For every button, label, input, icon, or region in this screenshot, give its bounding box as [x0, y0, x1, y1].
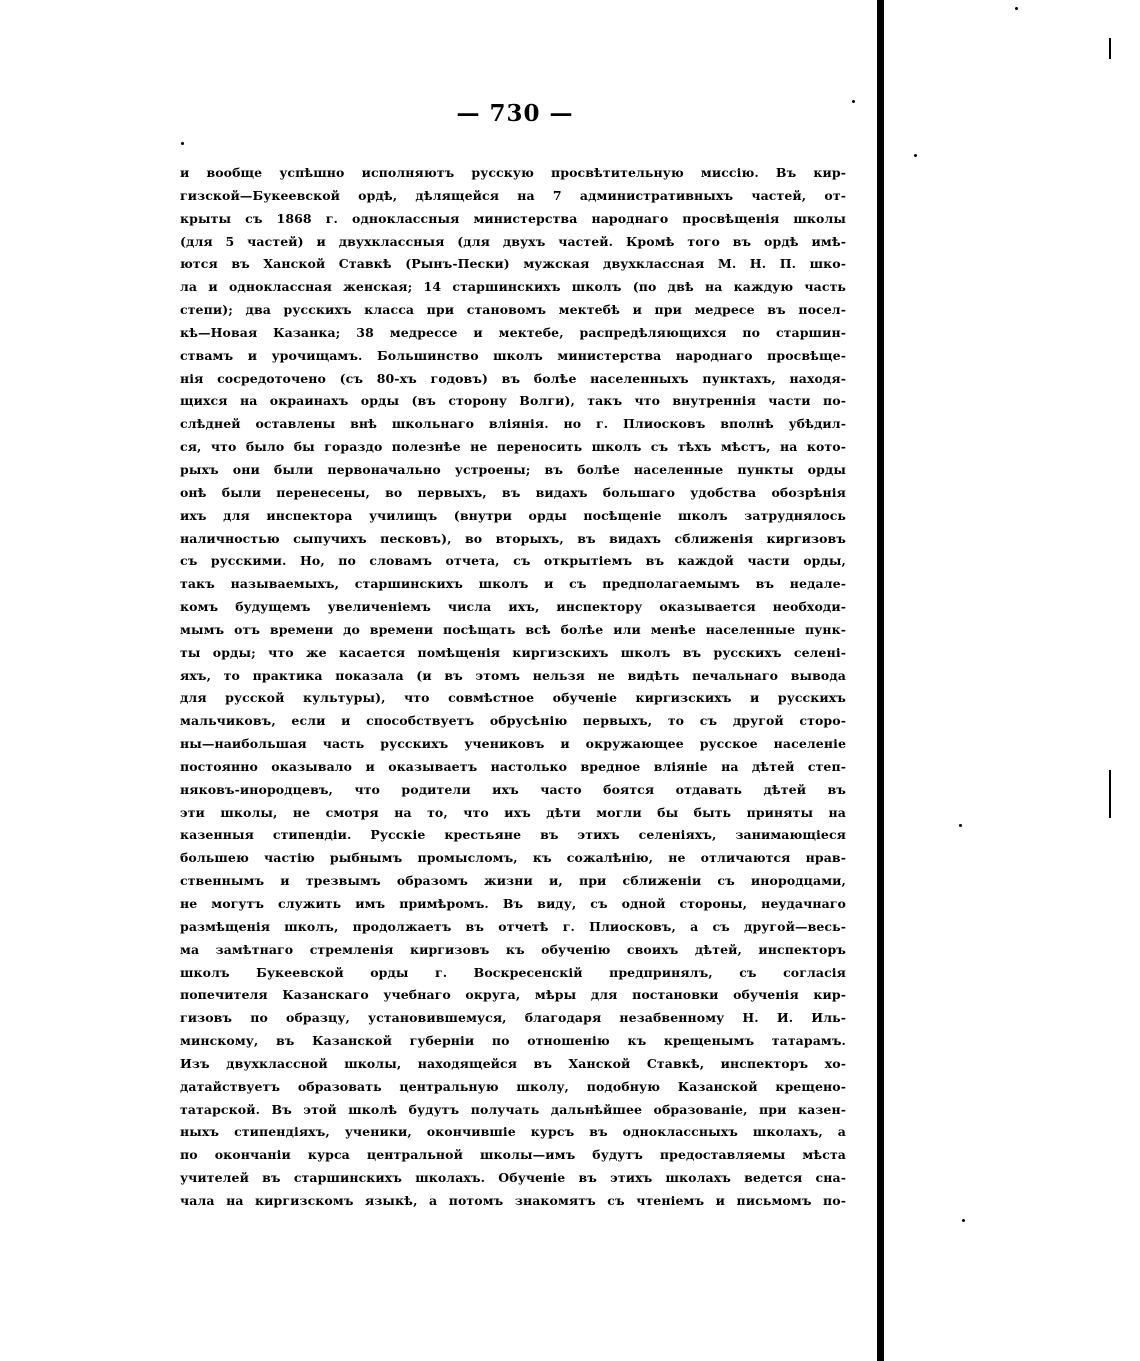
- text-line: размѣщенія школъ, продолжаетъ въ отчетѣ г. Плиосковъ, а съ другой—весь-: [180, 918, 846, 934]
- text-line: школъ Букеевской орды г. Воскресенскій предпринялъ, съ согласія: [180, 964, 846, 980]
- scan-speck: [1015, 7, 1018, 10]
- text-line: и вообще успѣшно исполняютъ русскую просвѣтительную миссію. Въ кир-: [180, 165, 846, 180]
- text-line: казенныя стипендіи. Русскіе крестьяне въ этихъ селеніяхъ, занимающіеся: [180, 827, 846, 843]
- text-line: рыхъ они были первоначально устроены; въ болѣе населенные пункты орды: [180, 461, 846, 477]
- scan-speck: [852, 100, 855, 103]
- text-line: комъ будущемъ увеличеніемъ числа ихъ, инспектору оказывается необходи-: [180, 599, 846, 615]
- text-line: крыты съ 1868 г. одноклассныя министерства народнаго просвѣщенія школы: [180, 210, 846, 226]
- text-line: ются въ Ханской Ставкѣ (Рынъ-Пески) мужская двухклассная М. Н. П. шко-: [180, 256, 846, 272]
- text-line: не могутъ служить имъ примѣромъ. Въ виду, съ одной стороны, неудачнаго: [180, 896, 846, 911]
- binding-rule: [877, 0, 884, 1361]
- scan-speck: [962, 1219, 965, 1222]
- text-line: ственнымъ и трезвымъ образомъ жизни и, при сближеніи съ инородцами,: [180, 873, 846, 889]
- text-line: степи); два русскихъ класса при становомъ мектебѣ и при медресе въ посел-: [180, 302, 846, 318]
- text-line: ся, что было бы гораздо полезнѣе не переносить школъ съ тѣхъ мѣстъ, на кото-: [180, 439, 846, 455]
- body-text: [180, 162, 846, 1213]
- text-line: кѣ—Новая Казанка; 38 медрессе и мектебе, распредѣляющихся по старшин-: [180, 324, 846, 340]
- text-line: гизовъ по образцу, установившемуся, благодаря незабвенному Н. И. Иль-: [180, 1010, 846, 1026]
- text-line: татарской. Въ этой школѣ будутъ получать дальнѣйшее образованіе, при казен-: [180, 1101, 846, 1117]
- text-line: минскому, въ Казанской губерніи по отношенію къ крещенымъ татарамъ.: [180, 1033, 846, 1049]
- text-line: попечителя Казанскаго учебнаго округа, мѣры для постановки обученія кир-: [180, 987, 846, 1003]
- text-line: по окончаніи курса центральной школы—имъ будутъ предоставляемы мѣста: [180, 1147, 846, 1163]
- text-line: датайствуетъ образовать центральную школу, подобную Казанской крещено-: [180, 1078, 846, 1094]
- text-line: съ русскими. Но, по словамъ отчета, съ открытіемъ въ каждой части орды,: [180, 553, 846, 569]
- text-line: наличностью сыпучихъ песковъ), во вторыхъ, въ видахъ сближенія киргизовъ: [180, 530, 846, 546]
- text-line: ныхъ стипендіяхъ, ученики, окончившіе курсъ въ одноклассныхъ школахъ, а: [180, 1124, 846, 1140]
- text-line: для русской культуры), что совмѣстное обученіе киргизскихъ и русскихъ: [180, 690, 846, 706]
- text-line: ты орды; что же касается помѣщенія киргизскихъ школъ въ русскихъ селені-: [180, 644, 846, 660]
- text-line: нія сосредоточено (съ 80-хъ годовъ) въ болѣе населенныхъ пунктахъ, находя-: [180, 370, 846, 386]
- text-line: мальчиковъ, если и способствуетъ обрусѣнію первыхъ, то съ другой сторо-: [180, 713, 846, 729]
- text-line: Изъ двухклассной школы, находящейся въ Ханской Ставкѣ, инспекторъ хо-: [180, 1055, 846, 1071]
- scan-speck: [181, 142, 184, 145]
- scan-speck: [959, 824, 962, 827]
- text-line: ны—наибольшая часть русскихъ учениковъ и окружающее русское населеніе: [180, 736, 846, 752]
- text-line: учителей въ старшинскихъ школахъ. Обученіе въ этихъ школахъ ведется сна-: [180, 1170, 846, 1186]
- text-line: мымъ отъ времени до времени посѣщать всѣ болѣе или менѣе населенные пунк-: [180, 621, 846, 637]
- text-line: такъ называемыхъ, старшинскихъ школъ и съ предполагаемымъ въ недале-: [180, 576, 846, 592]
- text-line: щихся на окраинахъ орды (въ сторону Волги), такъ что внутреннія части по-: [180, 393, 846, 409]
- text-line: онѣ были перенесены, во первыхъ, въ видахъ большаго удобства обозрѣнія: [180, 484, 846, 500]
- text-line: няковъ-инородцевъ, что родители ихъ часто боятся отдавать дѣтей въ: [180, 781, 846, 797]
- page-number: — 730 —: [456, 100, 574, 127]
- text-line: постоянно оказывало и оказываетъ настолько вредное вліяніе на дѣтей степ-: [180, 758, 846, 774]
- text-line: чала на киргизскомъ языкѣ, а потомъ знакомятъ съ чтеніемъ и письмомъ по-: [180, 1192, 846, 1208]
- text-line: ма замѣтнаго стремленія киргизовъ къ обученію своихъ дѣтей, инспекторъ: [180, 941, 846, 957]
- text-line: большею частію рыбнымъ промысломъ, къ сожалѣнію, не отличаются нрав-: [180, 850, 846, 866]
- scan-speck: [914, 154, 917, 157]
- edge-mark: [1109, 770, 1111, 818]
- text-line: ихъ для инспектора училищъ (внутри орды посѣщеніе школъ затруднялось: [180, 507, 846, 523]
- text-line: яхъ, то практика показала (и въ этомъ нельзя не видѣть печальнаго вывода: [180, 667, 846, 683]
- text-line: (для 5 частей) и двухклассныя (для двухъ частей. Кромѣ того въ ордѣ имѣ-: [180, 233, 846, 249]
- text-line: эти школы, не смотря на то, что ихъ дѣти могли бы быть приняты на: [180, 804, 846, 820]
- text-line: слѣдней оставлены внѣ школьнаго вліянія. но г. Плиосковъ вполнѣ убѣдил-: [180, 416, 846, 432]
- text-line: ствамъ и урочищамъ. Большинство школъ министерства народнаго просвѣще-: [180, 347, 846, 363]
- text-line: гизской—Букеевской ордѣ, дѣлящейся на 7 административныхъ частей, от-: [180, 187, 846, 203]
- edge-mark: [1109, 38, 1111, 59]
- text-line: ла и одноклассная женская; 14 старшинскихъ школъ (по двѣ на каждую часть: [180, 279, 846, 295]
